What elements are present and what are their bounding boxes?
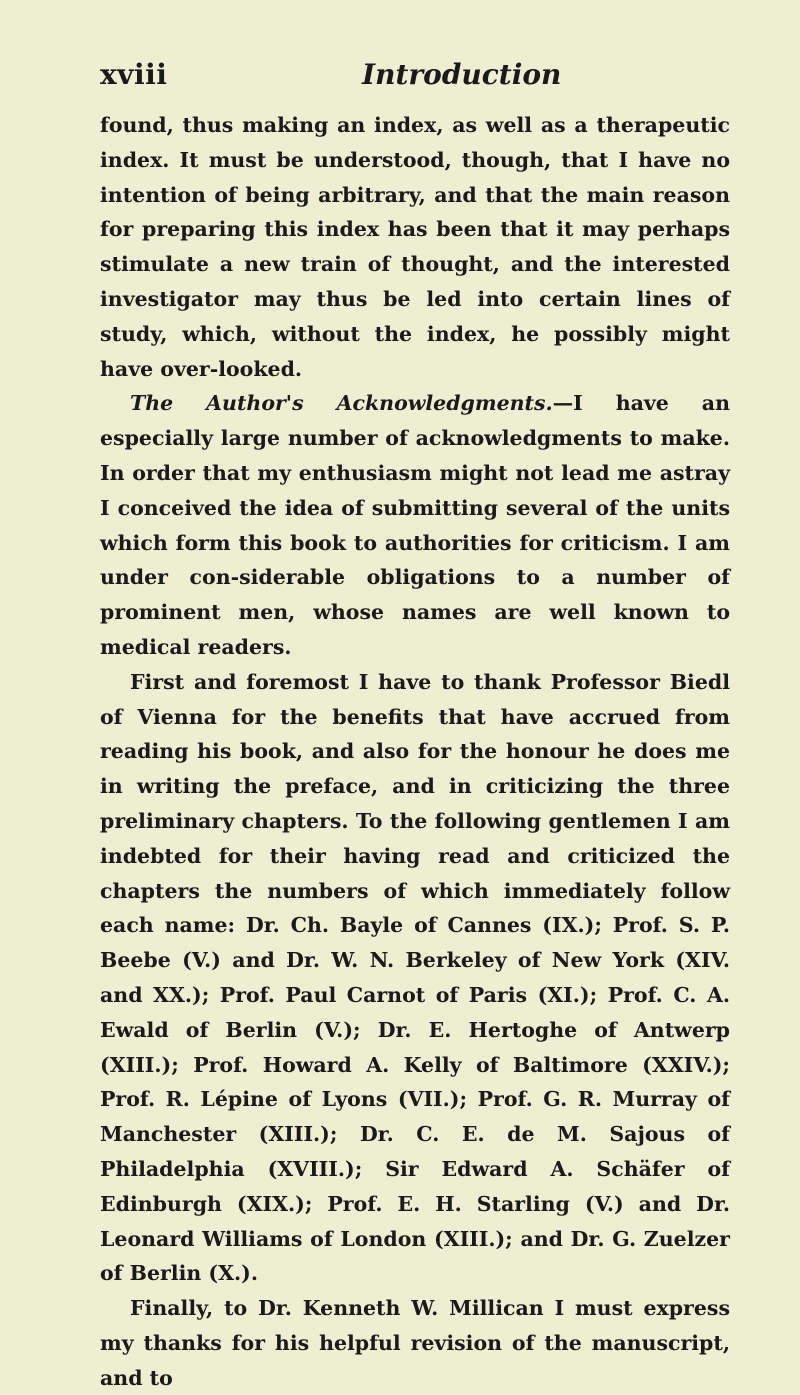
paragraph-finally bbox=[100, 1291, 730, 1395]
paragraph-index-continuation bbox=[100, 108, 730, 386]
body-text bbox=[100, 108, 730, 1395]
paragraph-thanks-list bbox=[100, 665, 730, 1291]
paragraph-acknowledgments bbox=[100, 386, 730, 664]
paragraph-text: found, thus making an index, as well as a therapeutic index. It must be understood, though, that I have no intention of being arbitrary, and that the main reason for preparing this index has been that it may perhaps stimulate a new train of thought, and the interested investigator may thus be led into certain lines of study, which, without the index, he possibly might have over-looked. bbox=[100, 113, 730, 381]
page-number: xviii bbox=[100, 58, 168, 91]
paragraph-text: First and foremost I have to thank Professor Biedl of Vienna for the benefits that have accrued from reading his book, and also for the honour he does me in writing the preface, and in criticizing the three preliminary chapters. To the following gentlemen I am indebted for their having read and criticized the chapters the numbers of which immediately follow each name: Dr. Ch. Bayle of Cannes (IX.); Prof. S. P. Beebe (V.) and Dr. W. N. Berkeley of New York (XIV. and XX.); Prof. Paul Carnot of Paris (XI.); Prof. C. A. Ewald of Berlin (V.); Dr. E. Hertoghe of Antwerp (XIII.); Prof. Howard A. Kelly of Baltimore (XXIV.); Prof. R. Lépine of Lyons (VII.); Prof. G. R. Murray of Manchester (XIII.); Dr. C. E. de M. Sajous of Philadelphia (XVIII.); Sir Edward A. Schäfer of Edinburgh (XIX.); Prof. E. H. Starling (V.) and Dr. Leonard Williams of London (XIII.); and Dr. G. Zuelzer of Berlin (X.). bbox=[100, 669, 730, 1286]
section-heading: The Author's Acknowledgments. bbox=[130, 391, 553, 416]
paragraph-text: —I have an especially large number of acknowledgments to make. In order that my enthusiasm might not lead me astray I conceived the idea of submitting several of the units which form this book to authorities for criticism. I am under con-siderable obligations to a number of prominent men, whose names are well known to medical readers. bbox=[100, 391, 730, 659]
running-title: Introduction bbox=[362, 58, 562, 91]
paragraph-text: Finally, to Dr. Kenneth W. Millican I must express my thanks for his helpful revision of the manuscript, and to bbox=[100, 1296, 730, 1390]
running-head bbox=[100, 58, 730, 98]
